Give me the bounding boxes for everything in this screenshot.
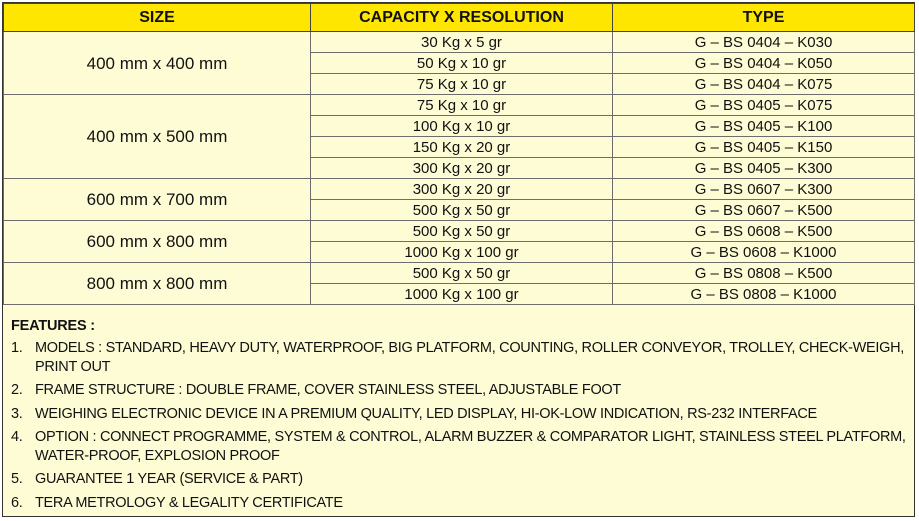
type-cell: G – BS 0405 – K100 bbox=[613, 116, 915, 137]
type-cell: G – BS 0404 – K075 bbox=[613, 74, 915, 95]
feature-text: GUARANTEE 1 YEAR (SERVICE & PART) bbox=[35, 471, 303, 487]
size-cell: 400 mm x 500 mm bbox=[4, 95, 311, 179]
type-cell: G – BS 0607 – K500 bbox=[613, 200, 915, 221]
capacity-cell: 1000 Kg x 100 gr bbox=[311, 284, 613, 305]
capacity-cell: 30 Kg x 5 gr bbox=[311, 32, 613, 53]
feature-number: 5. bbox=[11, 471, 23, 487]
size-cell: 600 mm x 700 mm bbox=[4, 179, 311, 221]
feature-item bbox=[11, 405, 911, 424]
header-type: TYPE bbox=[613, 4, 915, 32]
capacity-cell: 100 Kg x 10 gr bbox=[311, 116, 613, 137]
size-cell: 400 mm x 400 mm bbox=[4, 32, 311, 95]
type-cell: G – BS 0404 – K030 bbox=[613, 32, 915, 53]
header-capacity: CAPACITY X RESOLUTION bbox=[311, 4, 613, 32]
type-cell: G – BS 0608 – K500 bbox=[613, 221, 915, 242]
type-cell: G – BS 0405 – K075 bbox=[613, 95, 915, 116]
feature-item bbox=[11, 494, 911, 513]
header-size: SIZE bbox=[4, 4, 311, 32]
capacity-cell: 150 Kg x 20 gr bbox=[311, 137, 613, 158]
capacity-cell: 500 Kg x 50 gr bbox=[311, 200, 613, 221]
type-cell: G – BS 0808 – K1000 bbox=[613, 284, 915, 305]
feature-number: 6. bbox=[11, 494, 23, 511]
type-cell: G – BS 0608 – K1000 bbox=[613, 242, 915, 263]
capacity-cell: 50 Kg x 10 gr bbox=[311, 53, 613, 74]
table-header-row bbox=[4, 4, 915, 32]
capacity-cell: 500 Kg x 50 gr bbox=[311, 263, 613, 284]
feature-item bbox=[11, 339, 911, 376]
feature-text: MODELS : STANDARD, HEAVY DUTY, WATERPROOF, BIG PLATFORM, COUNTING, ROLLER CONVEYOR, TROLLEY, CHECK-WEIGH, PRINT OUT bbox=[35, 340, 904, 375]
capacity-cell: 300 Kg x 20 gr bbox=[311, 179, 613, 200]
capacity-cell: 300 Kg x 20 gr bbox=[311, 158, 613, 179]
features-section bbox=[11, 318, 911, 517]
feature-number: 1. bbox=[11, 340, 23, 356]
table-row bbox=[4, 263, 915, 284]
type-cell: G – BS 0607 – K300 bbox=[613, 179, 915, 200]
capacity-cell: 75 Kg x 10 gr bbox=[311, 74, 613, 95]
type-cell: G – BS 0405 – K300 bbox=[613, 158, 915, 179]
capacity-cell: 500 Kg x 50 gr bbox=[311, 221, 613, 242]
table-row bbox=[4, 32, 915, 53]
feature-text: OPTION : CONNECT PROGRAMME, SYSTEM & CONTROL, ALARM BUZZER & COMPARATOR LIGHT, STAINLESS STEEL PLATFORM, WATER-PROOF, EXPLOSION PROOF bbox=[35, 429, 906, 464]
size-cell: 800 mm x 800 mm bbox=[4, 263, 311, 305]
size-cell: 600 mm x 800 mm bbox=[4, 221, 311, 263]
type-cell: G – BS 0404 – K050 bbox=[613, 53, 915, 74]
feature-text: WEIGHING ELECTRONIC DEVICE IN A PREMIUM QUALITY, LED DISPLAY, HI-OK-LOW INDICATION, RS-232 INTERFACE bbox=[35, 405, 817, 422]
type-cell: G – BS 0405 – K150 bbox=[613, 137, 915, 158]
capacity-cell: 75 Kg x 10 gr bbox=[311, 95, 613, 116]
feature-item bbox=[11, 470, 911, 489]
table-row bbox=[4, 95, 915, 116]
capacity-cell: 1000 Kg x 100 gr bbox=[311, 242, 613, 263]
feature-number: 2. bbox=[11, 382, 23, 398]
feature-item bbox=[11, 428, 911, 465]
type-cell: G – BS 0808 – K500 bbox=[613, 263, 915, 284]
table-row bbox=[4, 221, 915, 242]
spec-sheet bbox=[2, 2, 915, 517]
feature-text: FRAME STRUCTURE : DOUBLE FRAME, COVER STAINLESS STEEL, ADJUSTABLE FOOT bbox=[35, 382, 621, 398]
table-row bbox=[4, 179, 915, 200]
feature-item bbox=[11, 381, 911, 400]
feature-number: 3. bbox=[11, 405, 23, 422]
features-title: FEATURES : bbox=[11, 318, 95, 334]
feature-number: 4. bbox=[11, 429, 23, 445]
feature-text: TERA METROLOGY & LEGALITY CERTIFICATE bbox=[35, 494, 343, 511]
spec-table bbox=[3, 3, 915, 305]
